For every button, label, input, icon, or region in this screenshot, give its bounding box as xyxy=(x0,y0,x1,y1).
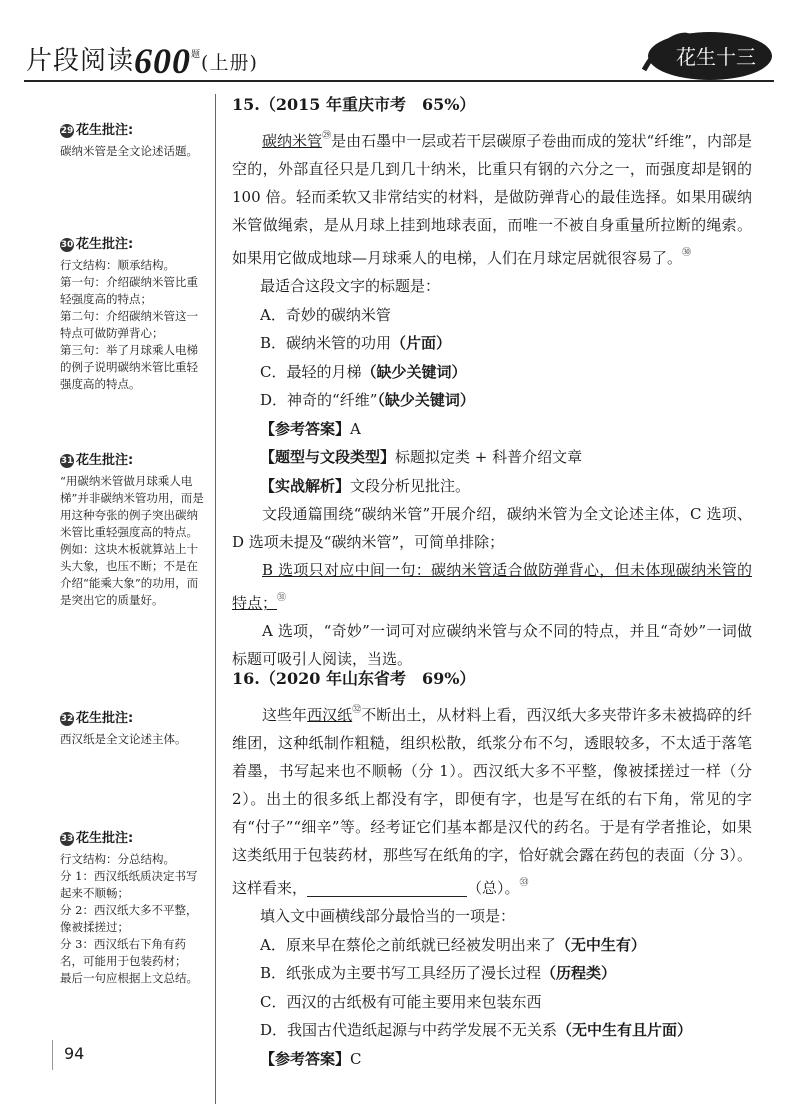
margin-note-29: 29 花生批注: 碳纳米管是全文论述话题。 xyxy=(60,123,198,158)
margin-note-31: 31 花生批注: “用碳纳米管做月球乘人电梯”并非碳纳米管功用，而是用这种夸张的例子突出碳纳米管比重轻强度高的特点。 例如：这块木板就算站上十头大象，也压不断；不是在介绍“能乘大象”的功用，而是突出它的质量好。 xyxy=(60,453,204,607)
question-16-answer: 【参考答案】C xyxy=(260,1049,362,1068)
question-16-passage: 这些年西汉纸$^㉜$不断出土，从材料上看，西汉纸大多夹带许多未被捣碎的纤维团，这种纸制作粗糙，组织松散，纸浆分布不匀，透眼较多，不太适于落笔着墨，书写起来也不顺畅（分 1）。西汉纸大多不平整，像被揉搓过一样（分 2）。出土的很多纸上都没有字，即便有字，也是写在纸的右下角，常见的字有“付子”“细辛”等。经考证它们基本都是汉代的药名。于是有学者推论，如果这类纸用于包装药材，那些写在纸角的字，恰好就会露在药包的表面（分 3）。这样看来， （总）。$^㉝$ xyxy=(232,705,752,897)
question-16-heading: 16.（2020 年山东省考 69%） xyxy=(232,669,476,688)
book-title-number: 600 xyxy=(134,41,192,81)
book-title xyxy=(26,40,258,82)
question-15-heading: 15.（2015 年重庆市考 65%） xyxy=(232,95,476,114)
question-15-option-c: C．最轻的月梯（缺少关键词） xyxy=(260,362,467,381)
margin-note-32: 32 花生批注: 西汉纸是全文论述主体。 xyxy=(60,711,187,746)
question-16-option-c: C．西汉的古纸极有可能主要用来包装东西 xyxy=(260,992,542,1011)
question-15-option-b: B．碳纳米管的功用（片面） xyxy=(260,334,452,352)
question-15-analysis-2: B 选项只对应中间一句：碳纳米管适合做防弹背心，但未体现碳纳米管的特点；$^㉛$ xyxy=(232,561,752,612)
question-16-body xyxy=(232,696,752,1073)
question-16-option-a: A．原来早在蔡伦之前纸就已经被发明出来了（无中生有） xyxy=(260,935,646,954)
question-16-option-d: D．我国古代造纸起源与中药学发展不无关系（无中生有且片面） xyxy=(260,1021,693,1039)
margin-note-30: 30 花生批注: 行文结构：顺承结构。 第一句：介绍碳纳米管比重轻强度高的特点； 第二句：介绍碳纳米管这一特点可做防弹背心； 第三句：举了月球乘人电梯的例子说明碳纳米管比重轻强度高的特点。 xyxy=(60,237,198,391)
brand-logo xyxy=(636,26,776,84)
book-title-text: 片段阅读 xyxy=(26,46,135,76)
question-15-option-a: A．奇妙的碳纳米管 xyxy=(260,305,391,324)
margin-note-33: 33 花生批注: 行文结构：分总结构。 分 1：西汉纸纸质决定书写起来不顺畅； 分 2：西汉纸大多不平整，像被揉搓过； 分 3：西汉纸右下角有药名，可能用于包装药材； 最后一句应根据上文总结。 xyxy=(60,831,198,985)
question-15-answer: 【参考答案】A xyxy=(260,419,361,438)
question-16-prompt: 填入文中画横线部分最恰当的一项是： xyxy=(260,907,516,925)
fill-in-blank xyxy=(307,878,467,897)
question-15-analysis-1: 文段通篇围绕“碳纳米管”开展介绍，碳纳米管为全文论述主体，C 选项、D 选项未提及“碳纳米管”，可简单排除； xyxy=(232,505,752,551)
question-15-body xyxy=(232,122,752,673)
question-15-analysis: 【实战解析】文段分析见批注。 xyxy=(260,476,471,495)
question-16-option-b: B．纸张成为主要书写工具经历了漫长过程（历程类） xyxy=(260,964,617,982)
question-15-prompt: 最适合这段文字的标题是： xyxy=(260,277,441,295)
book-volume: (上册) xyxy=(201,52,258,74)
logo-text: 花生十三 xyxy=(676,45,756,69)
margin-divider xyxy=(215,94,216,1104)
page-number: 94 xyxy=(64,1044,85,1063)
question-15-passage: 碳纳米管$^㉙$是由石墨中一层或若干层碳原子卷曲而成的笼状“纤维”，内部是空的，外部直径只是几到几十纳米，比重只有钢的六分之一，而强度却是钢的 100 倍。轻而柔软又非常结实的材料，是做防弹背心的最佳选择。如果用碳纳米管做绳索，是从月球上挂到地球表面，而唯一不被自身重量所拉断的绳索。如果用它做成地球—月球乘人的电梯，人们在月球定居就很容易了。$^㉚$ xyxy=(232,131,752,267)
question-15-analysis-3: A 选项，“奇妙”一词可对应碳纳米管与众不同的特点，并且“奇妙”一词做标题可吸引人阅读，当选。 xyxy=(232,622,752,668)
question-15-option-d: D．神奇的“纤维”（缺少关键词） xyxy=(260,391,475,409)
book-title-ti: 题 xyxy=(191,50,202,60)
question-15-type: 【题型与文段类型】标题拟定类 + 科普介绍文章 xyxy=(260,448,583,466)
